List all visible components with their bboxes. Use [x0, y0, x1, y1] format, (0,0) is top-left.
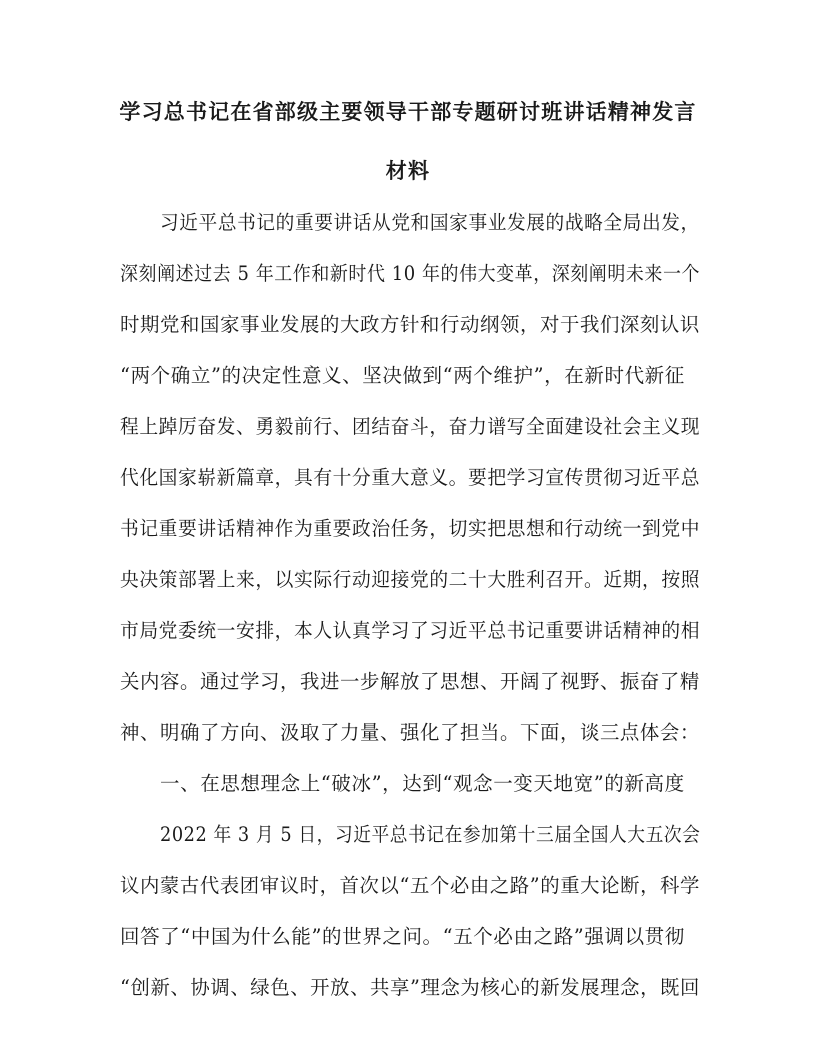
- body-line-11: 神、明确了方向、汲取了力量、强化了担当。下面，谈三点体会：: [120, 721, 700, 744]
- body-line-6: 代化国家崭新篇章，具有十分重大意义。要把学习宣传贯彻习近平总: [120, 466, 701, 489]
- body-line-14: 议内蒙古代表团审议时，首次以“五个必由之路”的重大论断，科学: [120, 874, 700, 897]
- body-line-7: 书记重要讲话精神作为重要政治任务，切实把思想和行动统一到党中: [120, 517, 701, 540]
- body-line-4: “两个确立”的决定性意义、坚决做到“两个维护”，在新时代新征: [120, 364, 685, 387]
- body-line-15: 回答了“中国为什么能”的世界之问。“五个必由之路”强调以贯彻: [120, 925, 685, 948]
- body-line-13: 2022 年 3 月 5 日，习近平总书记在参加第十三届全国人大五次会: [160, 823, 701, 846]
- body-line-16: “创新、协调、绿色、开放、共享”理念为核心的新发展理念，既回: [120, 976, 700, 999]
- body-line-8: 央决策部署上来，以实际行动迎接党的二十大胜利召开。近期，按照: [120, 568, 701, 591]
- body-line-10: 关内容。通过学习，我进一步解放了思想、开阔了视野、振奋了精: [120, 670, 700, 693]
- body-line-9: 市局党委统一安排，本人认真学习了习近平总书记重要讲话精神的相: [120, 619, 701, 642]
- document-title-line-2: 材料: [385, 159, 431, 183]
- body-line-1: 习近平总书记的重要讲话从党和国家事业发展的战略全局出发，: [160, 211, 700, 234]
- document-title-line-1: 学习总书记在省部级主要领导干部专题研讨班讲话精神发言: [119, 100, 697, 124]
- body-line-5: 程上踔厉奋发、勇毅前行、团结奋斗，奋力谱写全面建设社会主义现: [120, 415, 701, 438]
- section-heading-1: 一、在思想理念上“破冰”，达到“观念一变天地宽”的新高度: [160, 772, 685, 795]
- body-line-3: 时期党和国家事业发展的大政方针和行动纲领，对于我们深刻认识: [120, 313, 700, 336]
- body-line-2: 深刻阐述过去 5 年工作和新时代 10 年的伟大变革，深刻阐明未来一个: [120, 262, 701, 285]
